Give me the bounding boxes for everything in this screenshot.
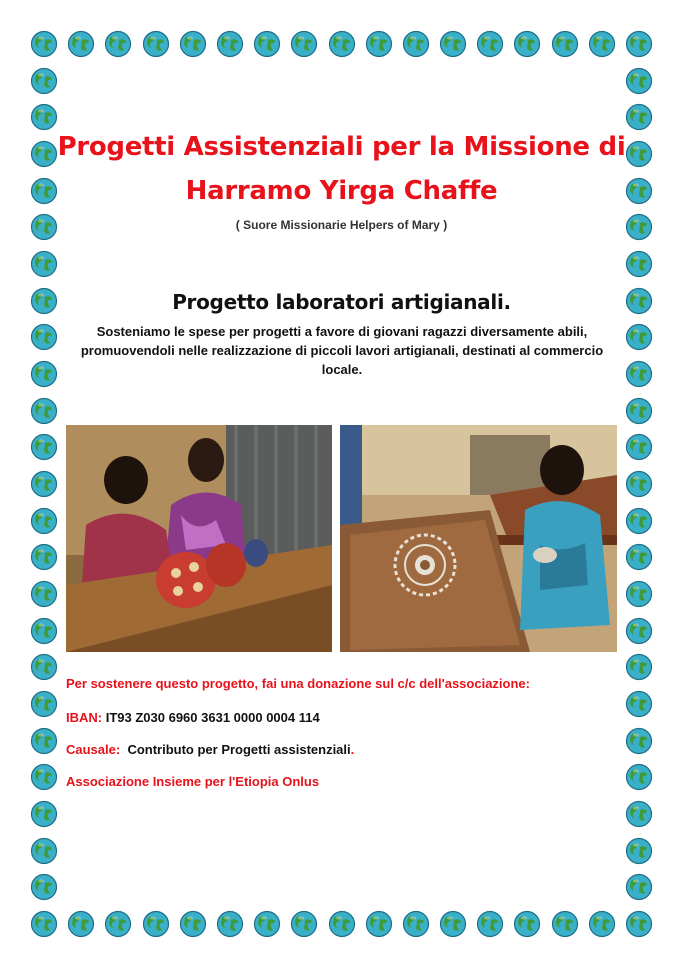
photo-artisans-weaving-baskets	[66, 425, 332, 652]
project-description: Sosteniamo le spese per progetti a favore di giovani ragazzi diversamente abili, promuovendoli nelle realizzazione di piccoli lavori artigianali, destinati al commercio locale.	[80, 324, 604, 377]
causale-line	[66, 742, 354, 757]
iban-value: IT93 Z030 6960 3631 0000 0004 114	[105, 710, 320, 725]
iban-line	[66, 710, 320, 725]
association-name: Associazione Insieme per l'Etiopia Onlus	[66, 774, 320, 789]
page-title-line-2: Harramo Yirga Chaffe	[185, 176, 498, 206]
page-title-line-1: Progetti Assistenziali per la Missione di	[57, 132, 626, 162]
iban-label: IBAN:	[66, 710, 103, 725]
causale-label: Causale:	[66, 742, 121, 757]
donation-appeal: Per sostenere questo progetto, fai una donazione sul c/c dell'associazione:	[66, 676, 530, 691]
section-title: Progetto laboratori artigianali.	[172, 290, 511, 314]
causale-value: Contributo per Progetti assistenziali	[127, 742, 351, 757]
photo-girl-weaving-doily	[340, 425, 617, 652]
page-subtitle: ( Suore Missionarie Helpers of Mary )	[235, 218, 448, 232]
causale-end: .	[350, 742, 355, 757]
